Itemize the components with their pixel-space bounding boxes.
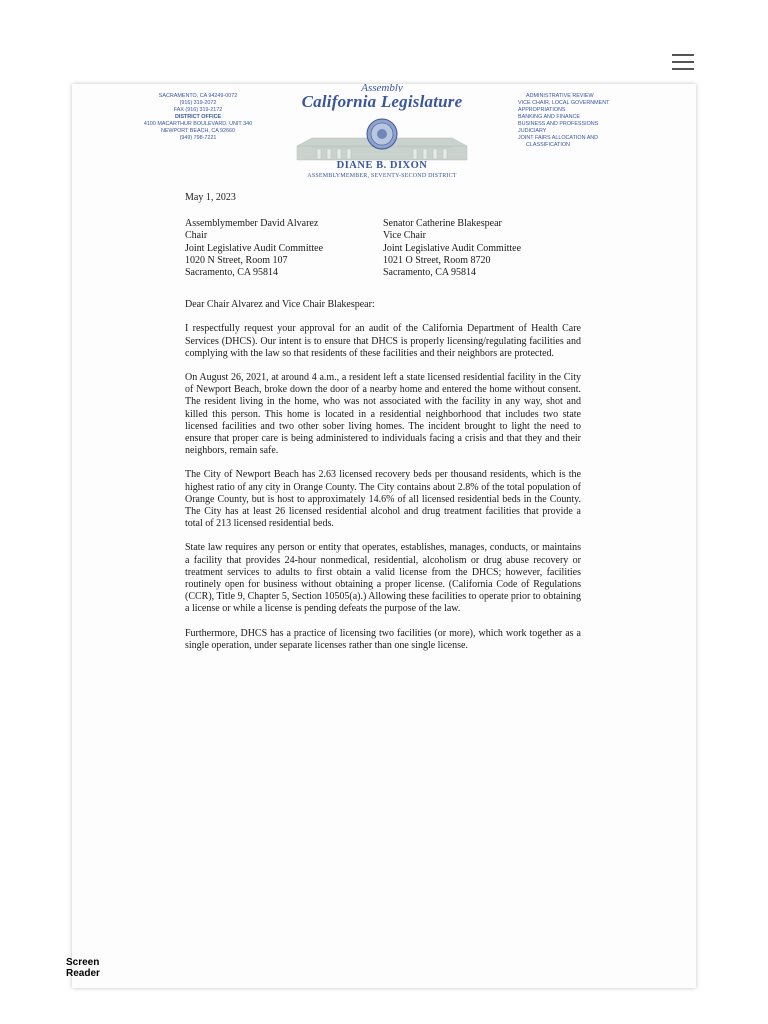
letter-paragraph: On August 26, 2021, at around 4 a.m., a resident left a state licensed residential facility in the City of Newport Beach, broke down the door of a nearby home and entered the home without consent. The resident living in the home, who was not associated with the facility in any way, shot and killed this person. This home is located in a residential neighborhood that includes two state licensed facilities and two other sober living homes. The incident brought to light the need to ensure that proper care is being administered to individuals facing a crisis and that they and their neighbors, remain safe. <box>185 372 581 457</box>
document-page <box>72 84 696 988</box>
salutation: Dear Chair Alvarez and Vice Chair Blakespear: <box>185 299 375 311</box>
member-subtitle: ASSEMBLYMEMBER, SEVENTY-SECOND DISTRICT <box>307 173 457 179</box>
screen-reader-button[interactable]: Screen Reader <box>66 957 100 979</box>
address-line: Joint Legislative Audit Committee <box>185 242 324 254</box>
letterhead-left-line: FAX (916) 319-2172 <box>173 107 223 113</box>
address-line: Vice Chair <box>383 230 426 242</box>
address-line: Senator Catherine Blakespear <box>383 218 502 230</box>
address-line: Sacramento, CA 95814 <box>383 267 477 279</box>
capitol-seal-graphic <box>277 112 487 164</box>
hamburger-menu-icon[interactable] <box>672 54 694 74</box>
letter-paragraphs <box>185 323 581 652</box>
letterhead-assembly-word: Assembly <box>361 84 403 92</box>
member-name: DIANE B. DIXON <box>336 160 428 171</box>
letterhead-center-block <box>277 84 487 179</box>
committee-line: ADMINISTRATIVE REVIEW <box>526 93 594 99</box>
letter-paragraph: The City of Newport Beach has 2.63 licensed recovery beds per thousand residents, which is the highest ratio of any city in Orange County. The City contains about 2.8% of the total population of Orange County, but is host to approximately 14.6% of all licensed residential beds in the County. The City has at least 26 licensed residential alcohol and drug treatment facilities that provide a total of 213 licensed residential beds. <box>185 469 581 530</box>
letter-paragraph: Furthermore, DHCS has a practice of licensing two facilities (or more), which work together as a single operation, under separate licenses rather than one single license. <box>185 627 581 651</box>
letterhead-left-line: (916) 319-2072 <box>179 100 217 106</box>
letterhead-left-line: DISTRICT OFFICE <box>174 114 222 120</box>
letterhead-title: California Legislature <box>301 92 463 111</box>
letterhead-left-line: SACRAMENTO, CA 94249-0072 <box>158 93 238 99</box>
recipient-right <box>383 218 581 279</box>
address-line: Sacramento, CA 95814 <box>185 267 279 279</box>
committee-line: CLASSIFICATION <box>526 142 570 148</box>
committee-line: APPROPRIATIONS <box>518 107 566 113</box>
letterhead-left-line: NEWPORT BEACH, CA 92660 <box>160 128 236 134</box>
recipient-addresses <box>185 218 581 279</box>
address-line: Chair <box>185 230 208 242</box>
committee-line: BUSINESS AND PROFESSIONS <box>518 121 599 127</box>
committee-line: VICE CHAIR, LOCAL GOVERNMENT <box>518 100 610 106</box>
letterhead-right-block <box>518 93 648 149</box>
letter-paragraph: State law requires any person or entity that operates, establishes, manages, conducts, or maintains a facility that provides 24-hour nonmedical, residential, alcoholism or drug abuse recovery or treatment services to adults to first obtain a valid license from the DHCS; however, facilities routinely open for business without obtaining a proper license. (California Code of Regulations (CCR), Title 9, Chapter 5, Section 10505(a).) Allowing these facilities to operate prior to obtaining a license or while a license is pending defeats the purpose of the law. <box>185 542 581 615</box>
letterhead-left-block <box>128 93 268 142</box>
address-line: 1021 O Street, Room 8720 <box>383 254 491 266</box>
letter-body <box>185 192 581 664</box>
letterhead-left-line: 4100 MACARTHUR BOULEVARD, UNIT 340 <box>143 121 253 127</box>
recipient-left <box>185 218 383 279</box>
committee-line: BANKING AND FINANCE <box>518 114 581 120</box>
letter-paragraph: I respectfully request your approval for an audit of the California Department of Health Care Services (DHCS). Our intent is to ensure that DHCS is properly licensing/regulating facilities and complying with the law so that residents of these facilities and their neighbors are protected. <box>185 323 581 359</box>
committee-line: JUDICIARY <box>518 128 547 134</box>
letterhead-left-line: (949) 798-7221 <box>179 135 217 141</box>
address-line: Assemblymember David Alvarez <box>185 218 319 230</box>
committee-line: JOINT FAIRS ALLOCATION AND <box>518 135 599 141</box>
address-line: Joint Legislative Audit Committee <box>383 242 522 254</box>
letter-date: May 1, 2023 <box>185 192 236 203</box>
address-line: 1020 N Street, Room 107 <box>185 254 288 266</box>
